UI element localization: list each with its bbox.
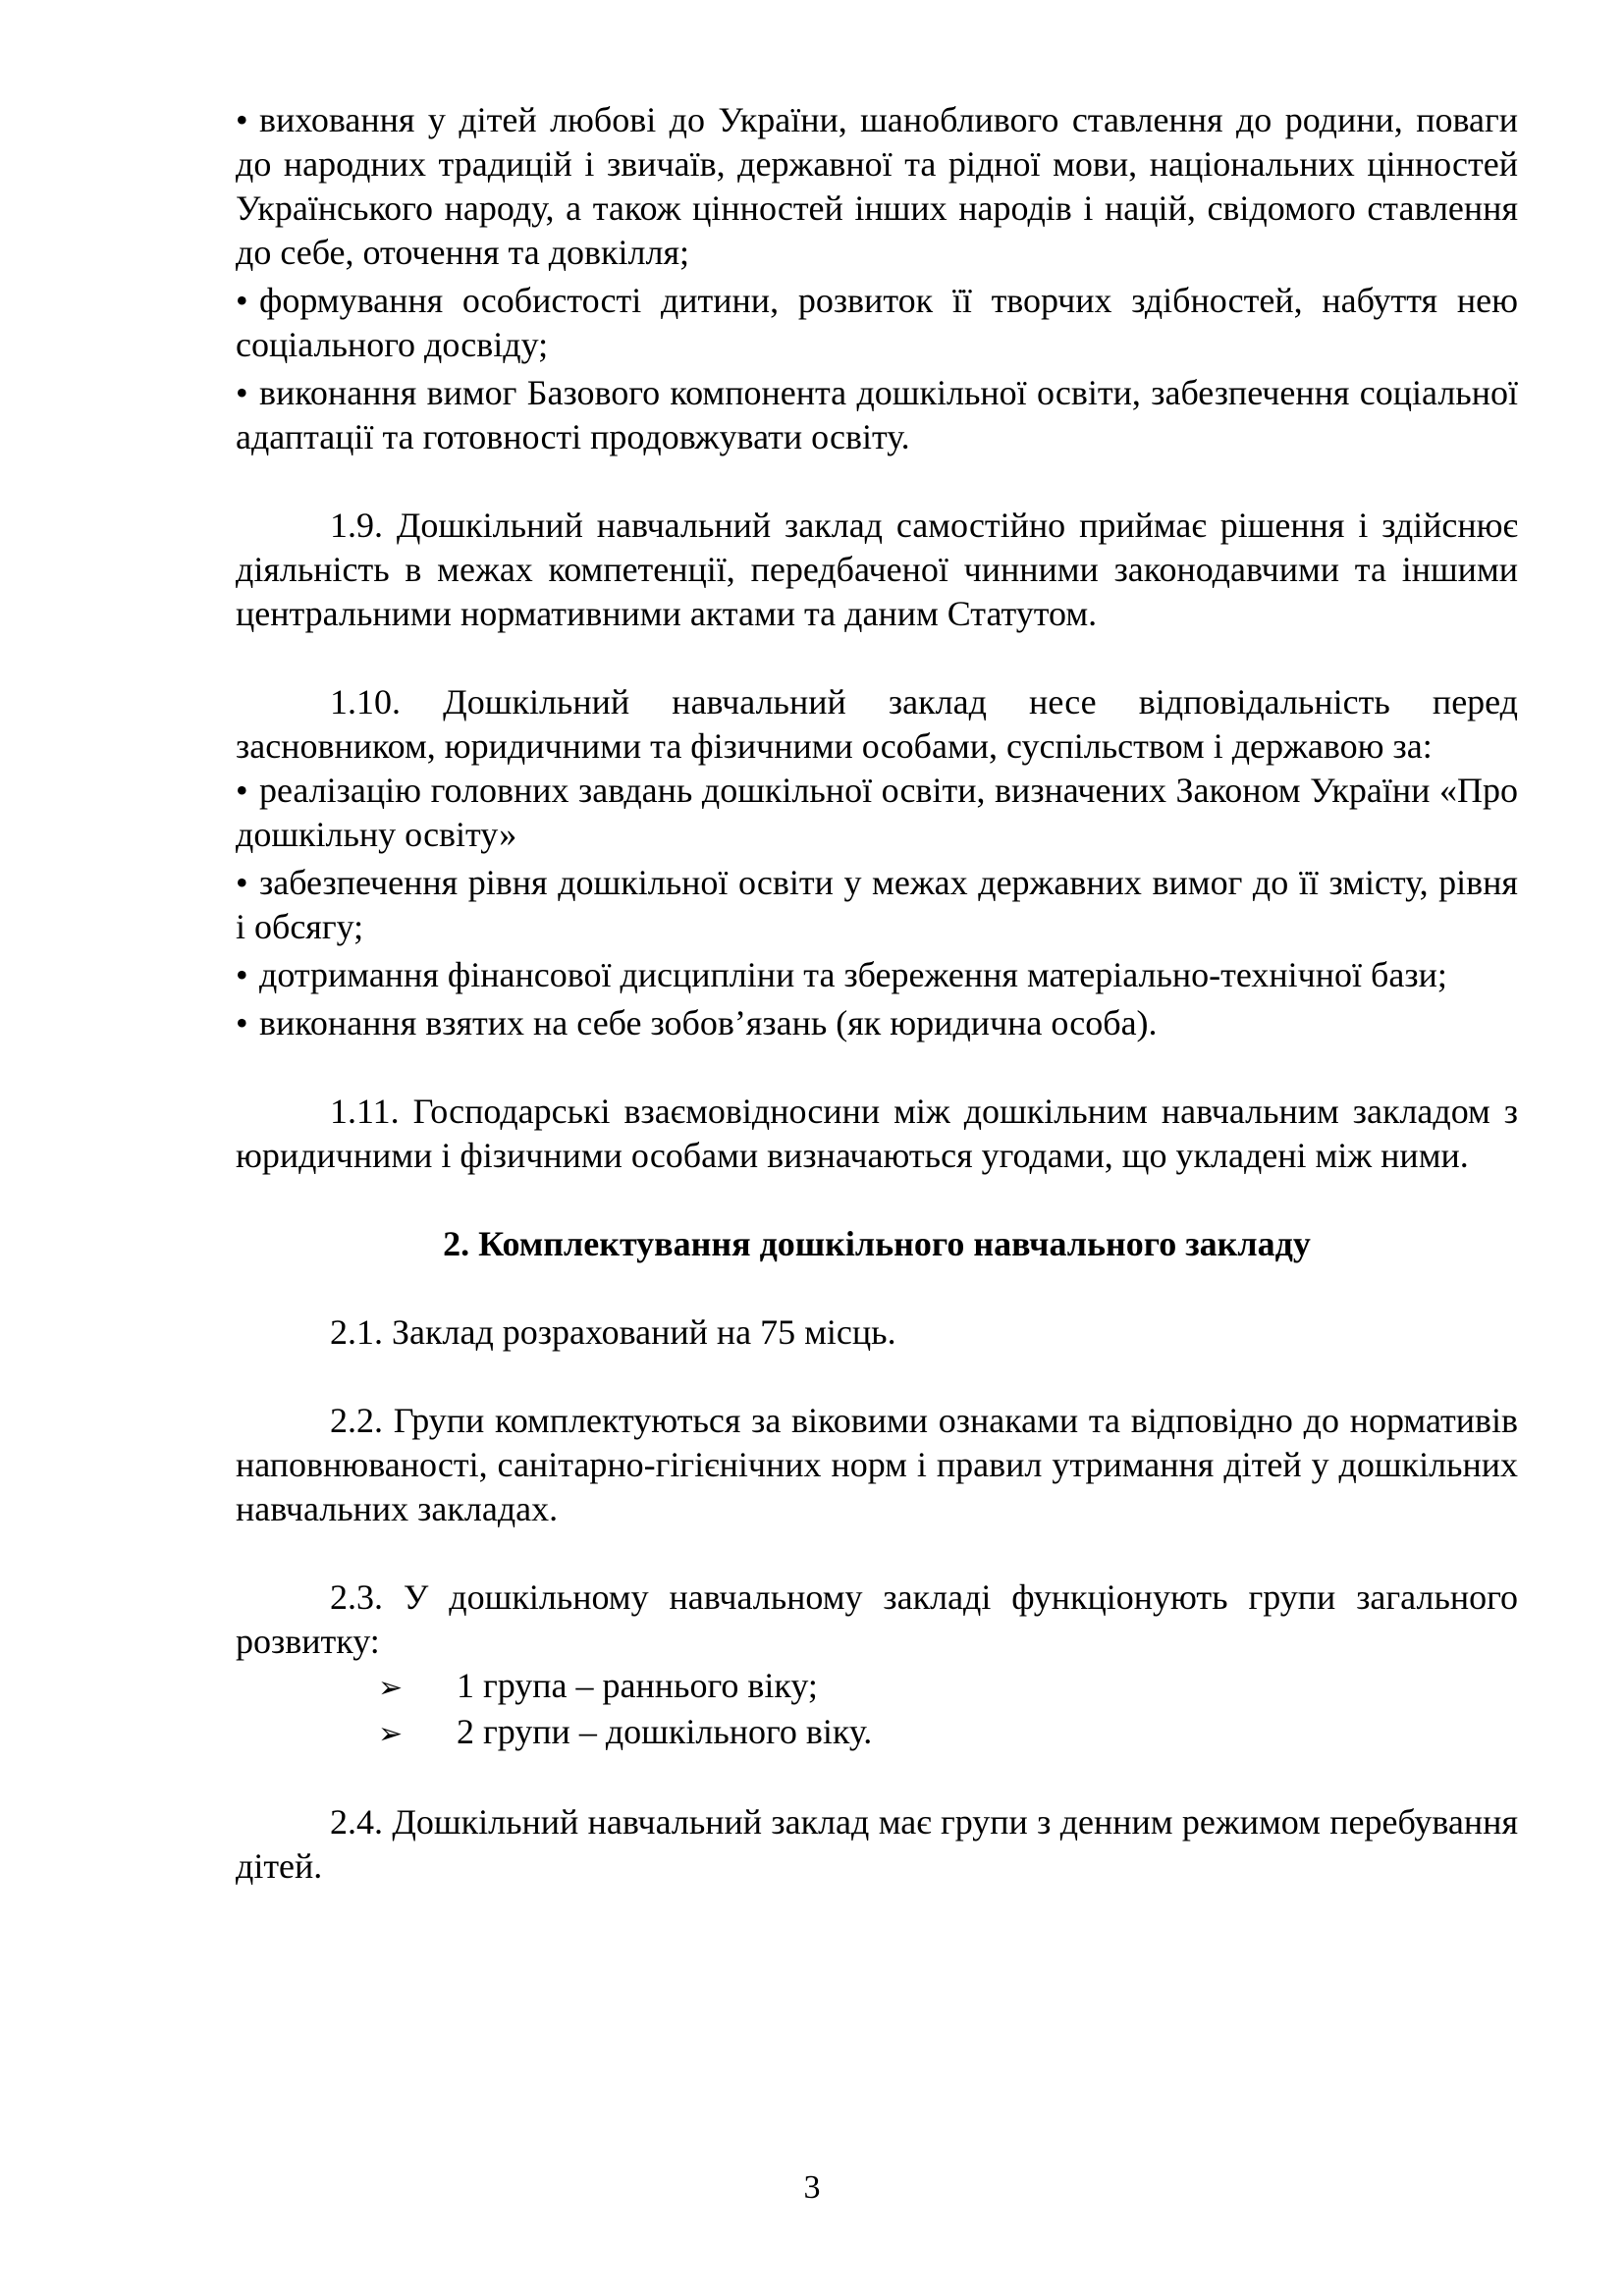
document-page: [236, 98, 1518, 1889]
paragraph-2-4: 2.4. Дошкільний навчальний заклад має групи з денним режимом перебування дітей.: [236, 1802, 1518, 1886]
bullet-item: [236, 861, 1518, 949]
paragraph-1-11: 1.11. Господарські взаємовідносини між дошкільним навчальним закладом з юридичними і фізичними особами визначаються угодами, що укладені між ними.: [236, 1092, 1518, 1175]
section-heading: 2. Комплектування дошкільного навчального закладу: [443, 1224, 1311, 1263]
paragraph-2-1: 2.1. Заклад розрахований на 75 місць.: [330, 1312, 896, 1352]
bullet-icon: •: [236, 281, 248, 320]
bullet-icon: •: [236, 955, 248, 994]
bullet-icon: •: [236, 863, 248, 902]
bullet-icon: •: [236, 1003, 248, 1042]
bullet-item: [236, 953, 1518, 997]
paragraph-2-2: 2.2. Групи комплектуються за віковими ознаками та відповідно до нормативів наповнюваності, санітарно-гігієнічних норм і правил утримання дітей у дошкільних навчальних закладах.: [236, 1401, 1518, 1528]
bullet-icon: •: [236, 771, 248, 810]
bullet-icon: •: [236, 373, 248, 412]
paragraph-2-3: 2.3. У дошкільному навчальному закладі функціонують групи загального розвитку:: [236, 1577, 1518, 1661]
bullet-icon: •: [236, 100, 248, 139]
bullet-item: [236, 769, 1518, 857]
bullet-text: виконання вимог Базового компонента дошкільної освіти, забезпечення соціальної адаптації та готовності продовжувати освіту.: [236, 373, 1518, 456]
bullet-item: [236, 1001, 1518, 1045]
bullet-text: реалізацію головних завдань дошкільної освіти, визначених Законом України «Про дошкільну освіту»: [236, 771, 1518, 854]
page-number: 3: [803, 2169, 821, 2206]
paragraph-1-9: 1.9. Дошкільний навчальний заклад самостійно приймає рішення і здійснює діяльність в межах компетенції, передбаченої чинними законодавчими та іншими центральними нормативними актами та даним Статутом.: [236, 506, 1518, 633]
group-list-item: [378, 1664, 1518, 1710]
bullet-text: виховання у дітей любові до України, шанобливого ставлення до родини, поваги до народних традицій і звичаїв, державної та рідної мови, національних цінностей Українського народу, а також цінностей інших народів і націй, свідомого ставлення до себе, оточення та довкілля;: [236, 100, 1518, 272]
group-list-item: [378, 1710, 1518, 1756]
bullet-item: [236, 98, 1518, 275]
bullet-text: виконання взятих на себе зобов’язань (як юридична особа).: [259, 1003, 1158, 1042]
bullet-item: [236, 279, 1518, 367]
group-list-text: 1 група – раннього віку;: [457, 1666, 818, 1705]
bullet-text: формування особистості дитини, розвиток її творчих здібностей, набуття нею соціального досвіду;: [236, 281, 1518, 364]
arrow-bullet-icon: ➢: [378, 1717, 404, 1751]
bullet-text: забезпечення рівня дошкільної освіти у межах державних вимог до її змісту, рівня і обсягу;: [236, 863, 1518, 946]
paragraph-1-10: 1.10. Дошкільний навчальний заклад несе відповідальність перед засновником, юридичними та фізичними особами, суспільством і державою за:: [236, 682, 1518, 766]
group-list-text: 2 групи – дошкільного віку.: [457, 1712, 873, 1751]
bullet-item: [236, 371, 1518, 459]
bullet-text: дотримання фінансової дисципліни та збереження матеріально-технічної бази;: [259, 955, 1447, 994]
arrow-bullet-icon: ➢: [378, 1671, 404, 1705]
